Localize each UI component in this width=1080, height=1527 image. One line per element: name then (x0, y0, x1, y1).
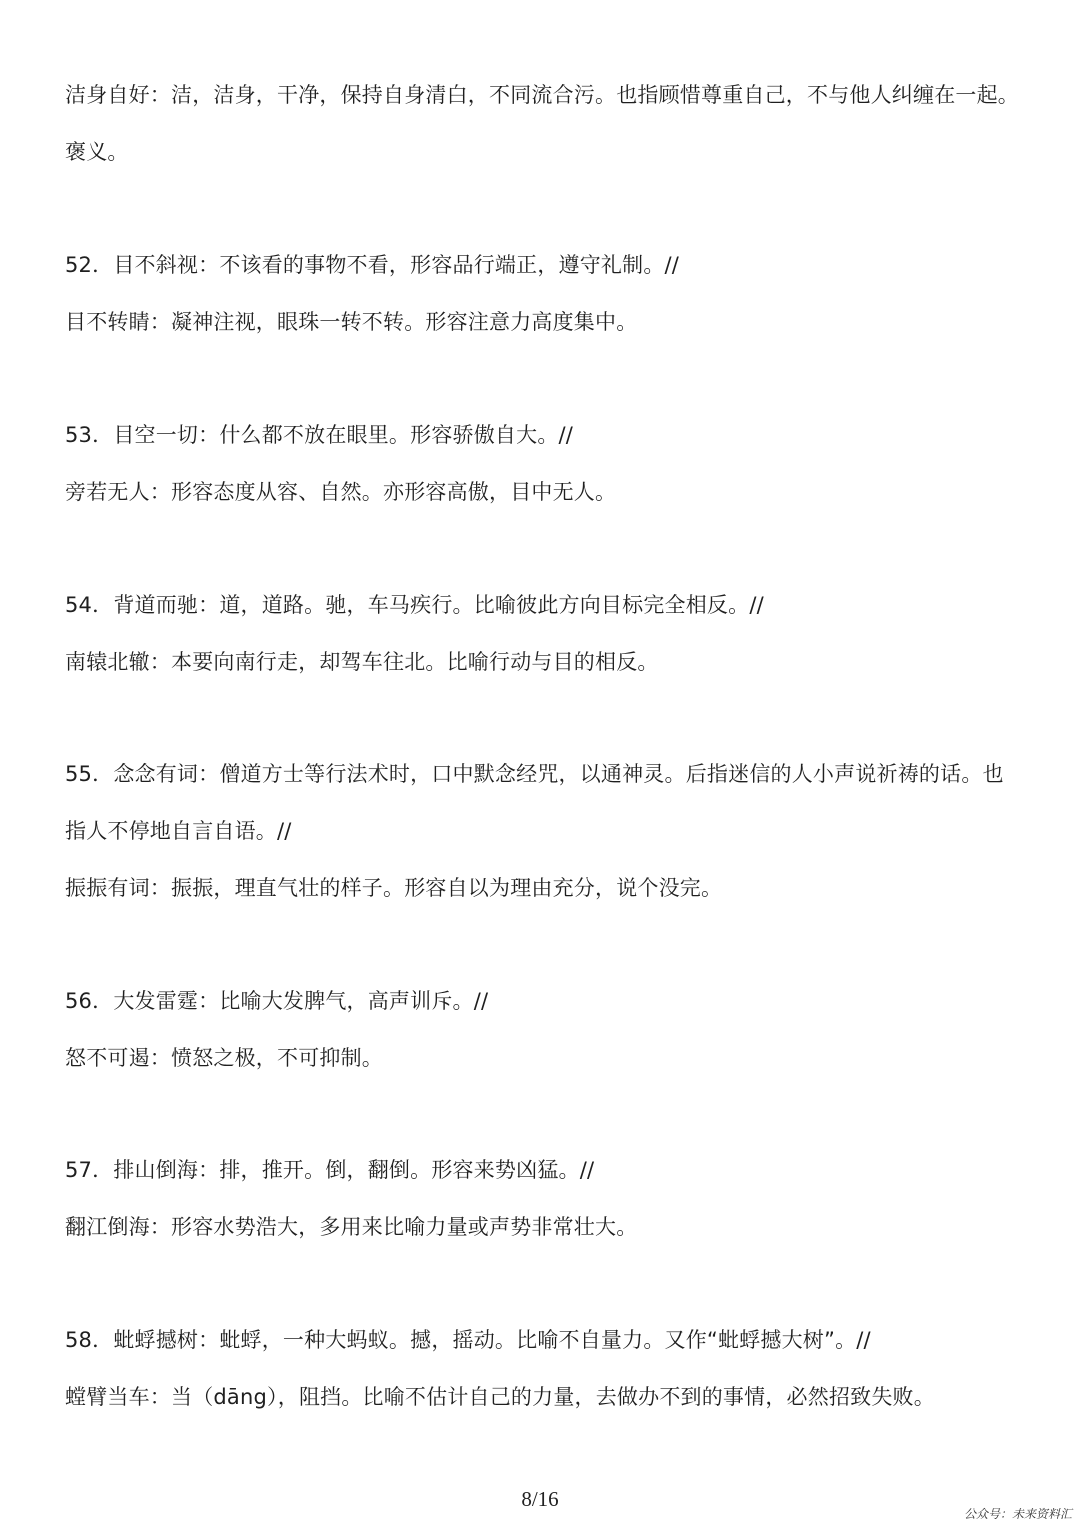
text-line-16: 58．蚍蜉撼树：蚍蜉，一种大蚂蚁。撼，摇动。比喻不自量力。又作“蚍蜉撼大树”。// (65, 1328, 871, 1352)
text-line-7: 54．背道而驰：道，道路。驰，车马疾行。比喻彼此方向目标完全相反。// (65, 593, 764, 617)
text-line-17: 螳臂当车：当（dāng），阻挡。比喻不估计自己的力量，去做办不到的事情，必然招致失败。 (65, 1385, 935, 1409)
text-line-12: 56．大发雷霆：比喻大发脾气，高声训斥。// (65, 989, 489, 1013)
text-line-14: 57．排山倒海：排，推开。倒，翻倒。形容来势凶猛。// (65, 1158, 595, 1182)
text-line-2: 褒义。 (65, 140, 129, 164)
text-line-6: 旁若无人：形容态度从容、自然。亦形容高傲，目中无人。 (65, 480, 617, 504)
text-line-5: 53．目空一切：什么都不放在眼里。形容骄傲自大。// (65, 423, 574, 447)
text-line-10: 指人不停地自言自语。// (65, 819, 292, 843)
page-number: 8/16 (521, 1487, 559, 1511)
watermark-text: 公众号：未来资料汇 (963, 1507, 1072, 1521)
text-line-4: 目不转睛：凝神注视，眼珠一转不转。形容注意力高度集中。 (65, 310, 638, 334)
text-line-1: 洁身自好：洁，洁身，干净，保持自身清白，不同流合污。也指顾惜尊重自己，不与他人纠缠在一起。 (65, 83, 1019, 107)
text-line-15: 翻江倒海：形容水势浩大，多用来比喻力量或声势非常壮大。 (65, 1215, 638, 1239)
text-line-8: 南辕北辙：本要向南行走，却驾车往北。比喻行动与目的相反。 (65, 650, 659, 674)
text-line-13: 怒不可遏：愤怒之极，不可抑制。 (65, 1046, 383, 1070)
text-line-3: 52．目不斜视：不该看的事物不看，形容品行端正，遵守礼制。// (65, 253, 680, 277)
text-line-9: 55．念念有词：僧道方士等行法术时，口中默念经咒，以通神灵。后指迷信的人小声说祈祷的话。也 (65, 762, 1004, 786)
text-line-11: 振振有词：振振，理直气壮的样子。形容自以为理由充分，说个没完。 (65, 876, 723, 900)
